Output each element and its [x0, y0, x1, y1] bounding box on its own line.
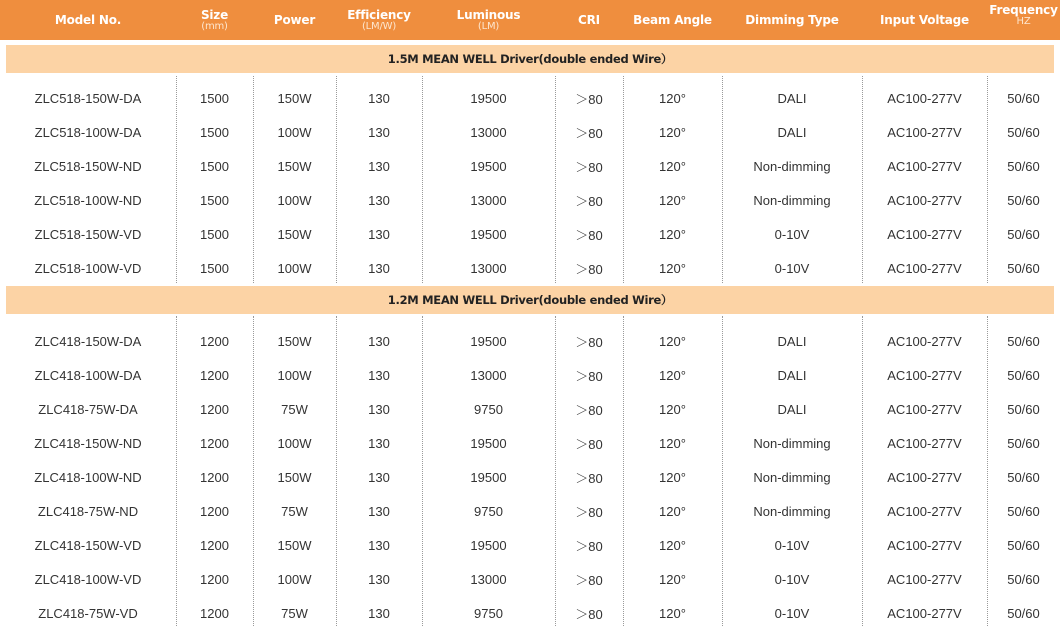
cell-size: 1500	[200, 226, 229, 242]
cell-luminous: 19500	[470, 226, 507, 242]
cell-power: 150W	[277, 158, 312, 174]
table-row	[0, 149, 1060, 183]
cell-input-voltage: AC100-277V	[887, 537, 962, 553]
table-row	[0, 358, 1060, 392]
header-size	[176, 0, 253, 40]
cell-model: ZLC418-100W-VD	[34, 571, 142, 587]
column-divider	[422, 76, 423, 283]
cell-luminous: 9750	[474, 503, 503, 519]
header-input-voltage	[862, 0, 987, 40]
cell-efficiency: 130	[368, 435, 390, 451]
column-divider	[336, 316, 337, 626]
table-row	[0, 115, 1060, 149]
cell-frequency: 50/60	[1007, 158, 1040, 174]
cell-frequency: 50/60	[1007, 605, 1040, 621]
cell-size: 1500	[200, 260, 229, 276]
cell-frequency: 50/60	[1007, 401, 1040, 417]
table-row	[0, 494, 1060, 528]
header-model-label: Model No.	[54, 13, 122, 27]
cell-cri: ＞80	[575, 261, 603, 277]
cell-efficiency: 130	[368, 401, 390, 417]
cell-beam-angle: 120°	[659, 537, 686, 553]
cell-efficiency: 130	[368, 469, 390, 485]
cell-cri: ＞80	[575, 470, 603, 486]
header-power-label: Power	[273, 13, 316, 27]
cell-size: 1500	[200, 124, 229, 140]
cell-frequency: 50/60	[1007, 192, 1040, 208]
cell-size: 1200	[200, 537, 229, 553]
cell-input-voltage: AC100-277V	[887, 226, 962, 242]
cell-frequency: 50/60	[1007, 260, 1040, 276]
cell-beam-angle: 120°	[659, 605, 686, 621]
header-model	[0, 0, 176, 40]
table-row	[0, 460, 1060, 494]
header-luminous-label: Luminous	[456, 7, 521, 22]
cell-beam-angle: 120°	[659, 401, 686, 417]
cell-cri: ＞80	[575, 159, 603, 175]
header-cri-label: CRI	[578, 13, 600, 27]
table-row	[0, 251, 1060, 285]
cell-model: ZLC418-100W-DA	[34, 367, 142, 383]
cell-cri: ＞80	[575, 193, 603, 209]
cell-beam-angle: 120°	[659, 571, 686, 587]
cell-dimming-type: 0-10V	[774, 226, 810, 242]
cell-frequency: 50/60	[1007, 90, 1040, 106]
cell-luminous: 13000	[470, 571, 507, 587]
column-divider	[623, 76, 624, 283]
cell-model: ZLC518-100W-VD	[34, 260, 142, 276]
cell-beam-angle: 120°	[659, 503, 686, 519]
cell-input-voltage: AC100-277V	[887, 605, 962, 621]
table-row	[0, 392, 1060, 426]
cell-cri: ＞80	[575, 572, 603, 588]
cell-input-voltage: AC100-277V	[887, 503, 962, 519]
cell-dimming-type: DALI	[777, 90, 807, 106]
cell-frequency: 50/60	[1007, 226, 1040, 242]
cell-dimming-type: Non-dimming	[753, 469, 831, 485]
cell-power: 150W	[277, 537, 312, 553]
cell-input-voltage: AC100-277V	[887, 367, 962, 383]
column-divider	[555, 316, 556, 626]
cell-power: 100W	[277, 192, 312, 208]
cell-cri: ＞80	[575, 504, 603, 520]
cell-luminous: 19500	[470, 469, 507, 485]
column-divider	[862, 316, 863, 626]
header-frequency-unit: HZ	[1016, 16, 1031, 27]
header-size-unit: (mm)	[201, 20, 228, 32]
table-row	[0, 81, 1060, 115]
cell-frequency: 50/60	[1007, 124, 1040, 140]
cell-size: 1200	[200, 469, 229, 485]
cell-efficiency: 130	[368, 226, 390, 242]
cell-luminous: 13000	[470, 192, 507, 208]
cell-efficiency: 130	[368, 158, 390, 174]
cell-efficiency: 130	[368, 605, 390, 621]
header-dimming-type-label: Dimming Type	[745, 13, 839, 27]
cell-dimming-type: Non-dimming	[753, 158, 831, 174]
header-efficiency	[336, 0, 422, 40]
cell-dimming-type: Non-dimming	[753, 192, 831, 208]
header-efficiency-label: Efficiency	[347, 7, 411, 22]
cell-size: 1200	[200, 571, 229, 587]
column-divider	[422, 316, 423, 626]
cell-luminous: 13000	[470, 367, 507, 383]
cell-size: 1500	[200, 158, 229, 174]
cell-dimming-type: 0-10V	[774, 260, 810, 276]
cell-power: 100W	[277, 435, 312, 451]
cell-dimming-type: 0-10V	[774, 605, 810, 621]
section-rows-1-5m	[0, 81, 1060, 285]
cell-dimming-type: Non-dimming	[753, 435, 831, 451]
cell-input-voltage: AC100-277V	[887, 90, 962, 106]
cell-model: ZLC418-75W-VD	[38, 605, 138, 621]
cell-dimming-type: Non-dimming	[753, 503, 831, 519]
cell-cri: ＞80	[575, 334, 603, 350]
cell-luminous: 19500	[470, 537, 507, 553]
cell-frequency: 50/60	[1007, 333, 1040, 349]
cell-dimming-type: DALI	[777, 124, 807, 140]
column-divider	[987, 316, 988, 626]
cell-cri: ＞80	[575, 125, 603, 141]
table-row	[0, 217, 1060, 251]
column-divider	[623, 316, 624, 626]
header-frequency	[987, 0, 1060, 40]
table-header	[0, 0, 1060, 40]
cell-cri: ＞80	[575, 606, 603, 622]
cell-power: 150W	[277, 90, 312, 106]
cell-efficiency: 130	[368, 192, 390, 208]
cell-size: 1200	[200, 503, 229, 519]
cell-beam-angle: 120°	[659, 192, 686, 208]
cell-luminous: 19500	[470, 158, 507, 174]
column-divider	[722, 76, 723, 283]
cell-model: ZLC518-150W-ND	[34, 158, 142, 174]
cell-size: 1200	[200, 367, 229, 383]
cell-luminous: 19500	[470, 90, 507, 106]
cell-luminous: 13000	[470, 260, 507, 276]
cell-size: 1200	[200, 401, 229, 417]
cell-frequency: 50/60	[1007, 367, 1040, 383]
cell-cri: ＞80	[575, 436, 603, 452]
cell-efficiency: 130	[368, 571, 390, 587]
cell-input-voltage: AC100-277V	[887, 401, 962, 417]
header-frequency-label: Frequency	[989, 3, 1058, 17]
cell-model: ZLC418-75W-DA	[38, 401, 138, 417]
cell-model: ZLC418-75W-ND	[37, 503, 139, 519]
cell-power: 75W	[281, 605, 308, 621]
cell-input-voltage: AC100-277V	[887, 469, 962, 485]
table-row	[0, 324, 1060, 358]
cell-efficiency: 130	[368, 333, 390, 349]
cell-frequency: 50/60	[1007, 435, 1040, 451]
cell-beam-angle: 120°	[659, 333, 686, 349]
cell-size: 1500	[200, 192, 229, 208]
cell-input-voltage: AC100-277V	[887, 158, 962, 174]
cell-size: 1200	[200, 605, 229, 621]
column-divider	[722, 316, 723, 626]
cell-model: ZLC418-150W-DA	[34, 333, 142, 349]
section-title-1-5m: 1.5M MEAN WELL Driver(double ended Wire）	[6, 45, 1054, 73]
header-cri	[555, 0, 623, 40]
cell-frequency: 50/60	[1007, 537, 1040, 553]
cell-cri: ＞80	[575, 402, 603, 418]
cell-power: 100W	[277, 124, 312, 140]
header-size-label: Size	[200, 7, 229, 22]
cell-model: ZLC518-150W-DA	[34, 90, 142, 106]
cell-beam-angle: 120°	[659, 260, 686, 276]
cell-power: 75W	[281, 401, 308, 417]
cell-efficiency: 130	[368, 90, 390, 106]
cell-cri: ＞80	[575, 368, 603, 384]
cell-efficiency: 130	[368, 503, 390, 519]
header-efficiency-unit: (LM/W)	[361, 20, 397, 32]
cell-beam-angle: 120°	[659, 435, 686, 451]
cell-dimming-type: DALI	[777, 333, 807, 349]
cell-cri: ＞80	[575, 227, 603, 243]
cell-luminous: 19500	[470, 435, 507, 451]
column-divider	[176, 76, 177, 283]
cell-dimming-type: 0-10V	[774, 571, 810, 587]
cell-beam-angle: 120°	[659, 367, 686, 383]
column-divider	[862, 76, 863, 283]
column-divider	[555, 76, 556, 283]
cell-dimming-type: DALI	[777, 401, 807, 417]
cell-power: 150W	[277, 333, 312, 349]
cell-model: ZLC518-100W-ND	[34, 192, 142, 208]
cell-luminous: 9750	[474, 401, 503, 417]
cell-model: ZLC518-150W-VD	[34, 226, 142, 242]
cell-beam-angle: 120°	[659, 90, 686, 106]
cell-frequency: 50/60	[1007, 571, 1040, 587]
cell-luminous: 9750	[474, 605, 503, 621]
header-luminous	[422, 0, 555, 40]
column-divider	[987, 76, 988, 283]
cell-model: ZLC418-100W-ND	[34, 469, 142, 485]
table-row	[0, 528, 1060, 562]
column-divider	[253, 76, 254, 283]
cell-cri: ＞80	[575, 538, 603, 554]
column-divider	[176, 316, 177, 626]
table-row	[0, 596, 1060, 626]
cell-input-voltage: AC100-277V	[887, 124, 962, 140]
cell-beam-angle: 120°	[659, 226, 686, 242]
cell-power: 100W	[277, 367, 312, 383]
column-divider	[336, 76, 337, 283]
cell-power: 75W	[281, 503, 308, 519]
cell-model: ZLC418-150W-ND	[34, 435, 142, 451]
section-title-1-2m: 1.2M MEAN WELL Driver(double ended Wire）	[6, 286, 1054, 314]
cell-dimming-type: 0-10V	[774, 537, 810, 553]
cell-power: 150W	[277, 469, 312, 485]
table-row	[0, 562, 1060, 596]
header-dimming-type	[722, 0, 862, 40]
cell-power: 100W	[277, 571, 312, 587]
table-row	[0, 426, 1060, 460]
header-luminous-unit: (LM)	[477, 20, 500, 32]
cell-power: 100W	[277, 260, 312, 276]
cell-frequency: 50/60	[1007, 503, 1040, 519]
cell-input-voltage: AC100-277V	[887, 260, 962, 276]
cell-cri: ＞80	[575, 91, 603, 107]
cell-luminous: 19500	[470, 333, 507, 349]
header-beam-angle-label: Beam Angle	[633, 13, 712, 27]
cell-dimming-type: DALI	[777, 367, 807, 383]
cell-beam-angle: 120°	[659, 124, 686, 140]
cell-input-voltage: AC100-277V	[887, 333, 962, 349]
section-rows-1-2m	[0, 324, 1060, 626]
header-power	[253, 0, 336, 40]
cell-size: 1500	[200, 90, 229, 106]
cell-input-voltage: AC100-277V	[887, 571, 962, 587]
cell-efficiency: 130	[368, 260, 390, 276]
cell-efficiency: 130	[368, 124, 390, 140]
cell-model: ZLC418-150W-VD	[34, 537, 142, 553]
cell-efficiency: 130	[368, 537, 390, 553]
table-row	[0, 183, 1060, 217]
column-divider	[253, 316, 254, 626]
cell-efficiency: 130	[368, 367, 390, 383]
cell-power: 150W	[277, 226, 312, 242]
cell-input-voltage: AC100-277V	[887, 192, 962, 208]
cell-luminous: 13000	[470, 124, 507, 140]
cell-beam-angle: 120°	[659, 158, 686, 174]
cell-size: 1200	[200, 333, 229, 349]
header-input-voltage-label: Input Voltage	[879, 13, 969, 27]
cell-frequency: 50/60	[1007, 469, 1040, 485]
cell-model: ZLC518-100W-DA	[34, 124, 142, 140]
cell-size: 1200	[200, 435, 229, 451]
cell-beam-angle: 120°	[659, 469, 686, 485]
header-beam-angle	[623, 0, 722, 40]
cell-input-voltage: AC100-277V	[887, 435, 962, 451]
